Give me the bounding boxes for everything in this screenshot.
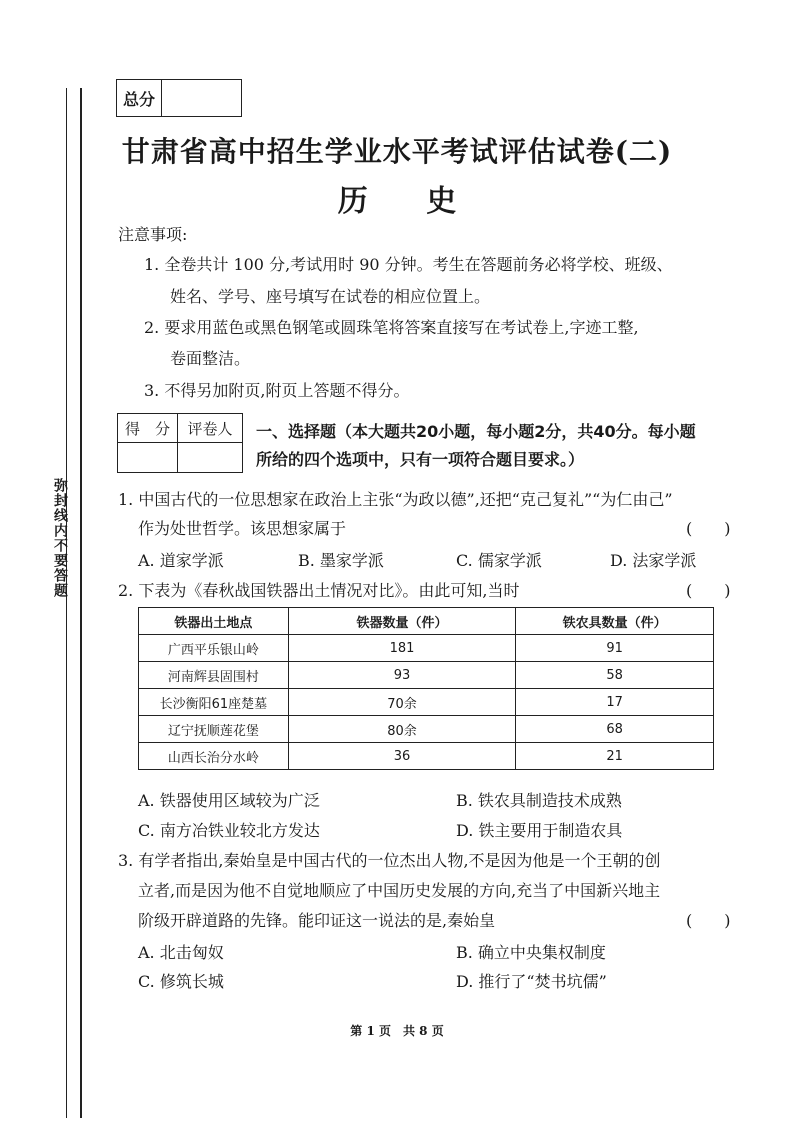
q2-option-a[interactable]: A. 铁器使用区域较为广泛 (138, 791, 320, 810)
table-cell: 长沙衡阳61座楚墓 (139, 689, 289, 716)
question-1-line: 作为处世哲学。该思想家属于 (138, 519, 347, 538)
total-score-box (116, 79, 242, 117)
total-score-field[interactable] (162, 80, 241, 116)
grader-score-field[interactable] (118, 443, 178, 472)
q3-option-a[interactable]: A. 北击匈奴 (138, 943, 224, 962)
q1-option-b[interactable]: B. 墨家学派 (298, 551, 384, 570)
table-cell: 河南辉县固围村 (139, 662, 289, 689)
q2-option-d[interactable]: D. 铁主要用于制造农具 (456, 821, 623, 840)
section-heading-cont: 所给的四个选项中，只有一项符合题目要求。） (256, 450, 585, 469)
answer-paren[interactable]: ( ) (686, 581, 731, 600)
notes-heading: 注意事项: (118, 225, 188, 244)
grader-reviewer-field[interactable] (178, 443, 242, 472)
seal-line-outer (66, 88, 67, 1118)
table-row (139, 689, 714, 716)
table-cell: 80余 (288, 716, 516, 743)
table-header: 铁农具数量（件） (516, 608, 714, 635)
table-header: 铁器出土地点 (139, 608, 289, 635)
table-cell: 93 (288, 662, 516, 689)
grader-reviewer-label: 评卷人 (178, 414, 242, 443)
table-cell: 17 (516, 689, 714, 716)
note-line: 2. 要求用蓝色或黑色钢笔或圆珠笔将答案直接写在考试卷上,字迹工整, (144, 318, 639, 337)
table-row (139, 662, 714, 689)
question-1-line: 1. 中国古代的一位思想家在政治上主张“为政以德”,还把“克己复礼”“为仁由己” (118, 490, 673, 509)
q1-option-a[interactable]: A. 道家学派 (138, 551, 224, 570)
table-cell: 36 (288, 743, 516, 770)
total-score-label: 总分 (117, 80, 162, 116)
question-3-line: 3. 有学者指出,秦始皇是中国古代的一位杰出人物,不是因为他是一个王朝的创 (118, 851, 661, 870)
grader-score-label: 得 分 (118, 414, 178, 443)
answer-paren[interactable]: ( ) (686, 911, 731, 930)
table-header: 铁器数量（件） (288, 608, 516, 635)
question-2-line: 2. 下表为《春秋战国铁器出土情况对比》。由此可知,当时 (118, 581, 520, 600)
table-row (139, 635, 714, 662)
note-line: 3. 不得另加附页,附页上答题不得分。 (144, 381, 410, 400)
iron-artifact-table (138, 607, 714, 770)
table-cell: 58 (516, 662, 714, 689)
answer-paren[interactable]: ( ) (686, 519, 731, 538)
seal-line-inner (80, 88, 82, 1118)
question-3-line: 阶级开辟道路的先锋。能印证这一说法的是,秦始皇 (138, 911, 496, 930)
grader-box (117, 413, 243, 473)
note-line: 姓名、学号、座号填写在试卷的相应位置上。 (170, 287, 491, 306)
table-cell: 辽宁抚顺莲花堡 (139, 716, 289, 743)
note-line: 卷面整洁。 (170, 349, 251, 368)
table-cell: 广西平乐银山岭 (139, 635, 289, 662)
section-heading: 一、选择题（本大题共20小题，每小题2分，共40分。每小题 (256, 422, 696, 441)
q1-option-c[interactable]: C. 儒家学派 (456, 551, 542, 570)
table-cell: 70余 (288, 689, 516, 716)
q1-option-d[interactable]: D. 法家学派 (610, 551, 697, 570)
seal-warning-text: 弥封线内不要答题 (52, 478, 68, 598)
note-line: 1. 全卷共计 100 分,考试用时 90 分钟。考生在答题前务必将学校、班级、 (144, 255, 673, 274)
page-footer: 第 1 页 共 8 页 (350, 1024, 444, 1038)
table-cell: 21 (516, 743, 714, 770)
table-row (139, 743, 714, 770)
table-cell: 181 (288, 635, 516, 662)
q2-option-c[interactable]: C. 南方冶铁业较北方发达 (138, 821, 320, 840)
table-cell: 山西长治分水岭 (139, 743, 289, 770)
q3-option-d[interactable]: D. 推行了“焚书坑儒” (456, 972, 607, 991)
q3-option-b[interactable]: B. 确立中央集权制度 (456, 943, 606, 962)
table-row (139, 716, 714, 743)
question-3-line: 立者,而是因为他不自觉地顺应了中国历史发展的方向,充当了中国新兴地主 (138, 881, 661, 900)
exam-title: 甘肃省高中招生学业水平考试评估试卷(二) (121, 135, 673, 168)
table-cell: 91 (516, 635, 714, 662)
table-cell: 68 (516, 716, 714, 743)
q2-option-b[interactable]: B. 铁农具制造技术成熟 (456, 791, 622, 810)
q3-option-c[interactable]: C. 修筑长城 (138, 972, 224, 991)
subject-title: 历 史 (337, 184, 481, 219)
